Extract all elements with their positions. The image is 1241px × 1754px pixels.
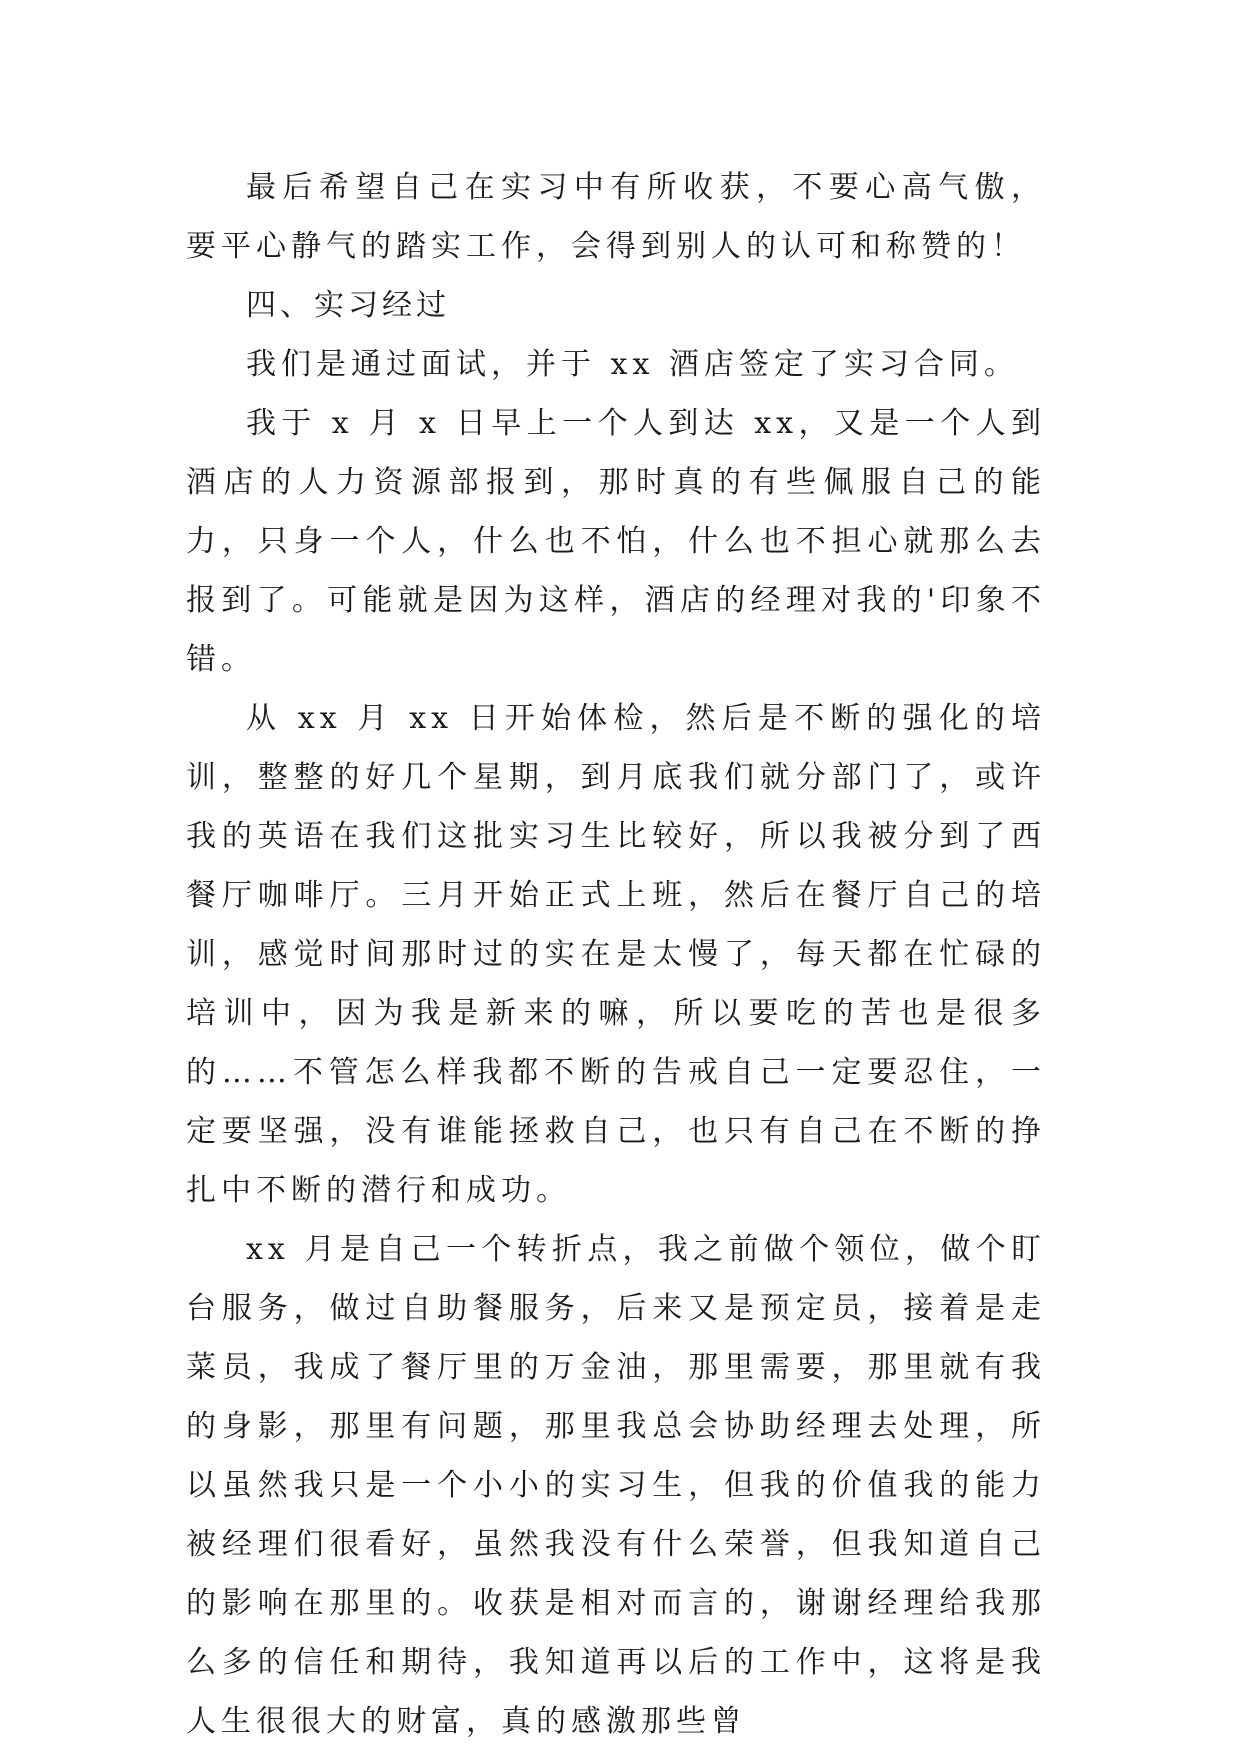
paragraph-turning-point: xx 月是自己一个转折点，我之前做个领位，做个盯台服务，做过自助餐服务，后来又是预定员，接着是走菜员，我成了餐厅里的万金油，那里需要，那里就有我的身影，那里有问题，那里我总会协助经理去处理，所以虽然我只是一个小小的实习生，但我的价值我的能力被经理们很看好，虽然我没有什么荣誉，但我知道自己的影响在那里的。收获是相对而言的，谢谢经理给我那么多的信任和期待，我知道再以后的工作中，这将是我人生很很大的财富，真的感激那些曾 <box>186 1232 1046 1739</box>
section-heading: 四、实习经过 <box>246 288 450 323</box>
paragraph-interview: 我们是通过面试，并于 xx 酒店签定了实习合同。 <box>246 347 1019 382</box>
document-body <box>186 158 1046 1751</box>
paragraph-closing-hope: 最后希望自己在实习中有所收获，不要心高气傲，要平心静气的踏实工作，会得到别人的认可和称赞的！ <box>186 170 1046 264</box>
paragraph-training: 从 xx 月 xx 日开始体检，然后是不断的强化的培训，整整的好几个星期，到月底我们就分部门了，或许我的英语在我们这批实习生比较好，所以我被分到了西餐厅咖啡厅。三月开始正式上班，然后在餐厅自己的培训，感觉时间那时过的实在是太慢了，每天都在忙碌的培训中，因为我是新来的嘛，所以要吃的苦也是很多的……不管怎么样我都不断的告戒自己一定要忍住，一定要坚强，没有谁能拯救自己，也只有自己在不断的挣扎中不断的潜行和成功。 <box>186 701 1046 1208</box>
paragraph-arrival: 我于 x 月 x 日早上一个人到达 xx，又是一个人到酒店的人力资源部报到，那时真的有些佩服自己的能力，只身一个人，什么也不怕，什么也不担心就那么去报到了。可能就是因为这样，酒店的经理对我的'印象不错。 <box>186 406 1046 677</box>
